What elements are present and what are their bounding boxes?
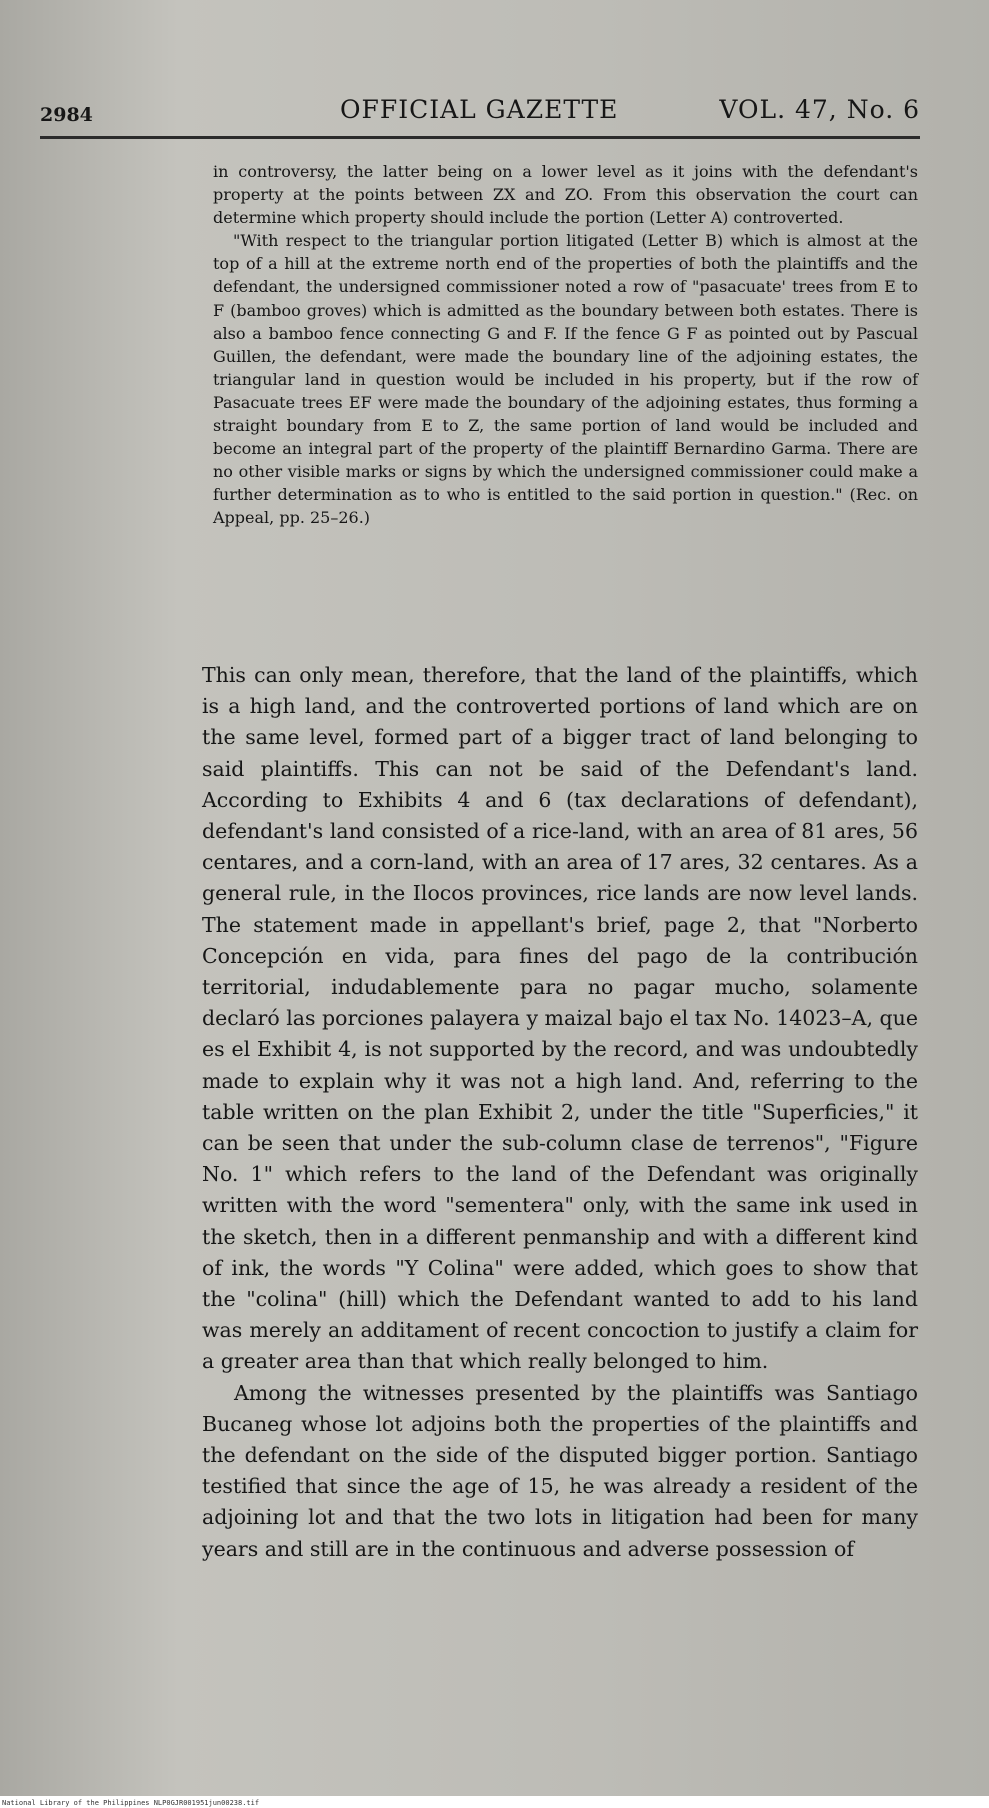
decision-body — [202, 660, 918, 1565]
body-paragraph: This can only mean, therefore, that the land of the plaintiffs, which is a high land, and the controverted portions of land which are on the same level, formed part of a bigger tract of land belonging to said plaintiffs. This can not be said of the Defendant's land. According to Exhibits 4 and 6 (tax declarations of defendant), defendant's land consisted of a rice-land, with an area of 81 ares, 56 centares, and a corn-land, with an area of 17 ares, 32 centares. As a general rule, in the Ilocos provinces, rice lands are now level lands. The statement made in appellant's brief, page 2, that "Norberto Concepción en vida, para fines del pago de la contribución territorial, indudablemente para no pagar mucho, solamente declaró las porciones palayera y maizal bajo el tax No. 14023–A, que es el Exhibit 4, is not supported by the record, and was undoubtedly made to explain why it was not a high land. And, referring to the table written on the plan Exhibit 2, under the title "Superficies," it can be seen that under the sub-column clase de terrenos", "Figure No. 1" which refers to the land of the Defendant was originally written with the word "sementera" only, with the same ink used in the sketch, then in a different penmanship and with a different kind of ink, the words "Y Colina" were added, which goes to show that the "colina" (hill) which the Defendant wanted to add to his land was merely an additament of recent concoction to justify a claim for a greater area than that which really belonged to him. — [202, 663, 918, 1374]
quote-paragraph: "With respect to the triangular portion litigated (Letter B) which is almost at the top of a hill at the extreme north end of the properties of both the plaintiffs and the defendant, the undersigned commissioner noted a row of "pasacuate' trees from E to F (bamboo groves) which is admitted as the boundary between both estates. There is also a bamboo fence connecting G and F. If the fence G F as pointed out by Pascual Guillen, the defendant, were made the boundary line of the adjoining estates, the triangular land in question would be included in his property, but if the row of Pasacuate trees EF were made the boundary of the adjoining estates, thus forming a straight boundary from E to Z, the same portion of land would be included and become an integral part of the property of the plaintiff Bernardino Garma. There are no other visible marks or signs by which the undersigned commissioner could make a further determination as to who is entitled to the said portion in question." (Rec. on Appeal, pp. 25–26.) — [213, 231, 918, 528]
quote-paragraph: in controversy, the latter being on a lower level as it joins with the defendant's property at the points between ZX and ZO. From this observation the court can determine which property should include the portion (Letter A) controverted. — [213, 162, 918, 228]
quoted-report — [213, 160, 918, 530]
header-rule — [40, 136, 920, 139]
volume-number: VOL. 47, No. 6 — [719, 95, 920, 124]
page-number: 2984 — [40, 104, 93, 126]
body-paragraph: Among the witnesses presented by the plaintiffs was Santiago Bucaneg whose lot adjoins both the properties of the plaintiffs and the defendant on the side of the disputed bigger portion. Santiago testified that since the age of 15, he was already a resident of the adjoining lot and that the two lots in litigation had been for many years and still are in the continuous and adverse possession of — [202, 1380, 918, 1561]
scan-source-line: National Library of the Philippines NLP0GJR001951jun00238.tif — [2, 1799, 260, 1807]
scan-footer — [0, 1796, 989, 1808]
running-header — [40, 92, 920, 132]
running-title: OFFICIAL GAZETTE — [340, 95, 619, 124]
